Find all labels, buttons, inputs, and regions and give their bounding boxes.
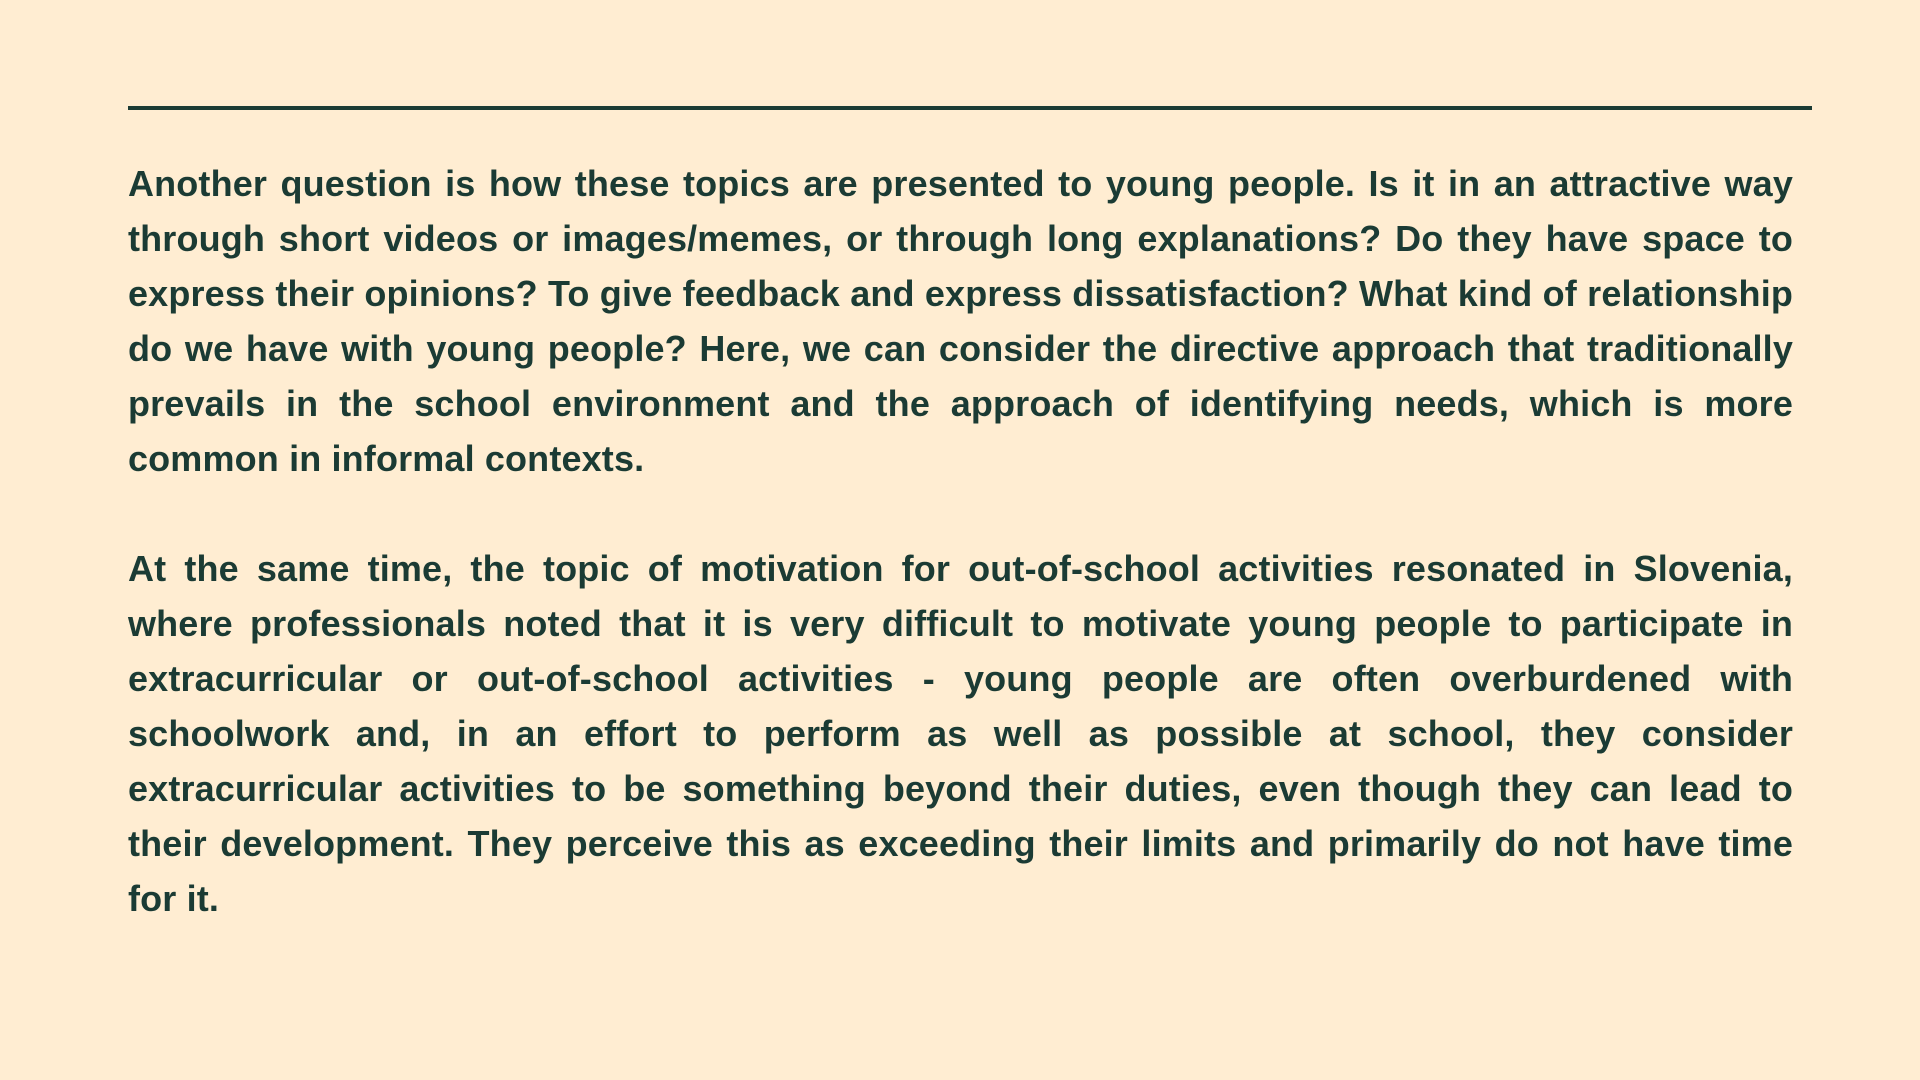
horizontal-rule [128, 106, 1812, 110]
paragraph-1: Another question is how these topics are presented to young people. Is it in an attractive way through short videos or images/memes, or through long explanations? Do they have space to express their opinions? To give feedback and express dissatisfaction? What kind of relationship do we have with young people? Here, we can consider the directive approach that traditionally prevails in the school environment and the approach of identifying needs, which is more common in informal contexts. [128, 163, 1793, 479]
paragraph-2: At the same time, the topic of motivation for out-of-school activities resonated in Slovenia, where professionals noted that it is very difficult to motivate young people to participate in extracurricular or out-of-school activities - young people are often overburdened with schoolwork and, in an effort to perform as well as possible at school, they consider extracurricular activities to be something beyond their duties, even though they can lead to their development. They perceive this as exceeding their limits and primarily do not have time for it. [128, 548, 1793, 919]
body-text [128, 156, 1793, 926]
